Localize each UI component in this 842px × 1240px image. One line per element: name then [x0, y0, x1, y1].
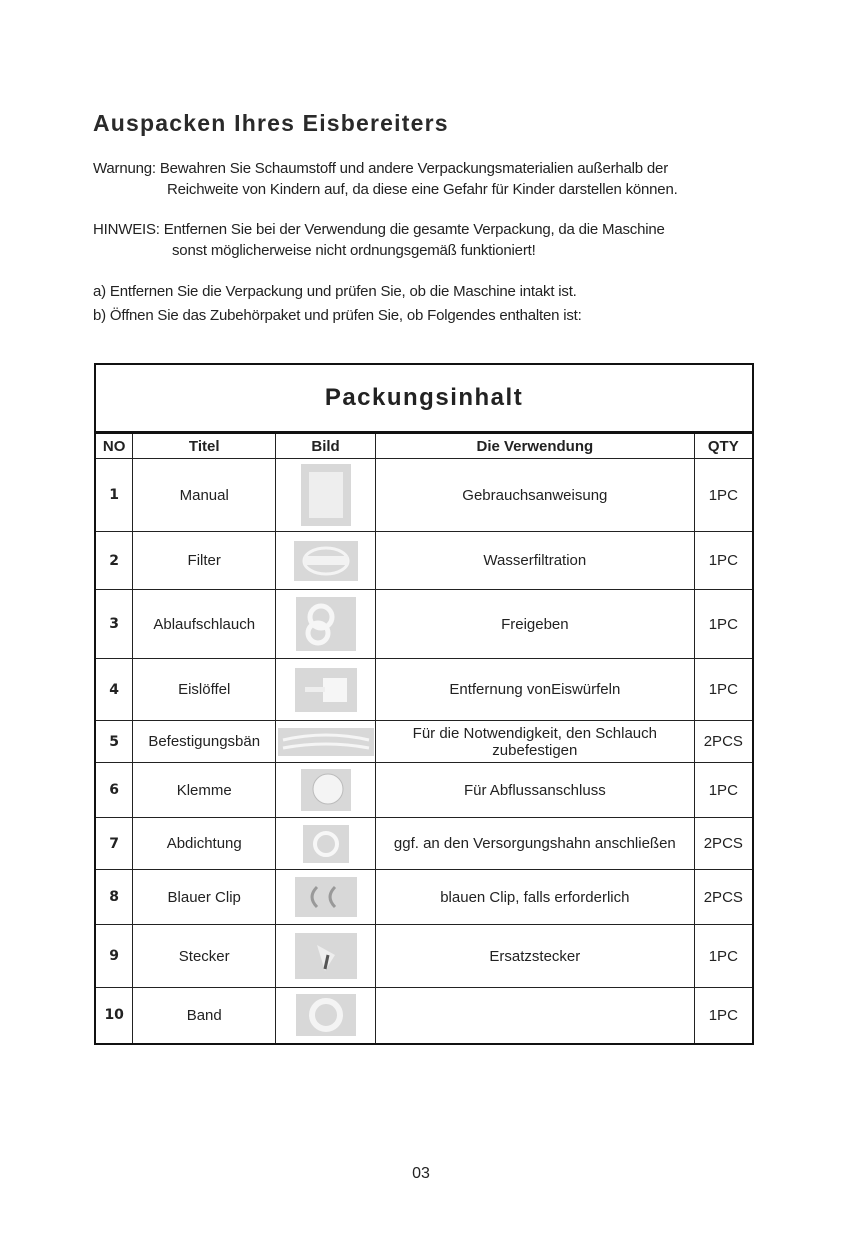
blue-clip-image — [295, 877, 357, 917]
row-titel: Ablaufschlauch — [133, 590, 276, 659]
note-text — [93, 219, 665, 261]
row-bild — [276, 532, 376, 590]
row-bild — [276, 763, 376, 818]
row-qty: 2PCS — [694, 870, 753, 925]
row-verwendung: Für Abflussanschluss — [376, 763, 695, 818]
table-row — [95, 818, 753, 870]
page-number: 03 — [412, 1165, 430, 1182]
table-row — [95, 988, 753, 1044]
row-verwendung: ggf. an den Versorgungshahn anschließen — [376, 818, 695, 870]
header-no: NO — [95, 433, 133, 459]
row-no: 9 — [95, 925, 133, 988]
row-titel: Eislöffel — [133, 659, 276, 721]
filter-image — [294, 541, 358, 581]
header-verwendung: Die Verwendung — [376, 433, 695, 459]
plug-image — [295, 933, 357, 979]
row-verwendung: blauen Clip, falls erforderlich — [376, 870, 695, 925]
row-bild — [276, 925, 376, 988]
row-qty: 1PC — [694, 659, 753, 721]
step-a: a) Entfernen Sie die Verpackung und prüfen Sie, ob die Maschine intakt ist. — [93, 283, 577, 300]
row-titel: Filter — [133, 532, 276, 590]
row-bild — [276, 818, 376, 870]
table-row — [95, 870, 753, 925]
row-titel: Klemme — [133, 763, 276, 818]
row-titel: Abdichtung — [133, 818, 276, 870]
warning-line: Reichweite von Kindern auf, da diese eine Gefahr für Kinder darstellen können. — [167, 181, 678, 198]
row-no: 6 — [95, 763, 133, 818]
row-bild — [276, 659, 376, 721]
row-no: 8 — [95, 870, 133, 925]
row-verwendung — [376, 988, 695, 1044]
row-qty: 2PCS — [694, 818, 753, 870]
table-row — [95, 763, 753, 818]
row-qty: 1PC — [694, 590, 753, 659]
header-bild: Bild — [276, 433, 376, 459]
row-verwendung: Für die Notwendigkeit, den Schlauch zubefestigen — [376, 721, 695, 763]
table-row — [95, 721, 753, 763]
table-row — [95, 532, 753, 590]
row-verwendung: Entfernung vonEiswürfeln — [376, 659, 695, 721]
fastening-strap-image — [278, 728, 374, 756]
row-no: 5 — [95, 721, 133, 763]
row-qty: 1PC — [694, 763, 753, 818]
row-verwendung: Gebrauchsanweisung — [376, 459, 695, 532]
row-bild — [276, 590, 376, 659]
row-verwendung: Wasserfiltration — [376, 532, 695, 590]
steps — [93, 280, 582, 328]
table-row — [95, 659, 753, 721]
note-line: HINWEIS: Entfernen Sie bei der Verwendung die gesamte Verpackung, da die Maschine — [93, 221, 665, 238]
row-titel: Befestigungsbän — [133, 721, 276, 763]
row-titel: Manual — [133, 459, 276, 532]
row-qty: 2PCS — [694, 721, 753, 763]
drain-hose-image — [296, 597, 356, 651]
row-no: 2 — [95, 532, 133, 590]
row-qty: 1PC — [694, 532, 753, 590]
header-titel: Titel — [133, 433, 276, 459]
row-no: 4 — [95, 659, 133, 721]
row-bild — [276, 721, 376, 763]
note-line: sonst möglicherweise nicht ordnungsgemäß funktioniert! — [172, 242, 536, 259]
warning-text — [93, 158, 678, 200]
header-qty: QTY — [694, 433, 753, 459]
table-row — [95, 590, 753, 659]
ice-scoop-image — [295, 668, 357, 712]
row-no: 1 — [95, 459, 133, 532]
table-title: Packungsinhalt — [95, 364, 753, 433]
manual-image — [301, 464, 351, 526]
seal-image — [303, 825, 349, 863]
clamp-image — [301, 769, 351, 811]
table-row — [95, 459, 753, 532]
row-qty: 1PC — [694, 988, 753, 1044]
tape-image — [296, 994, 356, 1036]
row-titel: Stecker — [133, 925, 276, 988]
row-no: 10 — [95, 988, 133, 1044]
page-title: Auspacken Ihres Eisbereiters — [93, 110, 449, 136]
contents-table — [94, 363, 754, 1045]
row-no: 3 — [95, 590, 133, 659]
warning-line: Warnung: Bewahren Sie Schaumstoff und andere Verpackungsmaterialien außerhalb der — [93, 160, 668, 177]
row-no: 7 — [95, 818, 133, 870]
row-qty: 1PC — [694, 925, 753, 988]
row-qty: 1PC — [694, 459, 753, 532]
row-bild — [276, 988, 376, 1044]
step-b: b) Öffnen Sie das Zubehörpaket und prüfen Sie, ob Folgendes enthalten ist: — [93, 307, 582, 324]
row-titel: Band — [133, 988, 276, 1044]
row-bild — [276, 459, 376, 532]
row-verwendung: Ersatzstecker — [376, 925, 695, 988]
row-verwendung: Freigeben — [376, 590, 695, 659]
table-row — [95, 925, 753, 988]
row-titel: Blauer Clip — [133, 870, 276, 925]
row-bild — [276, 870, 376, 925]
